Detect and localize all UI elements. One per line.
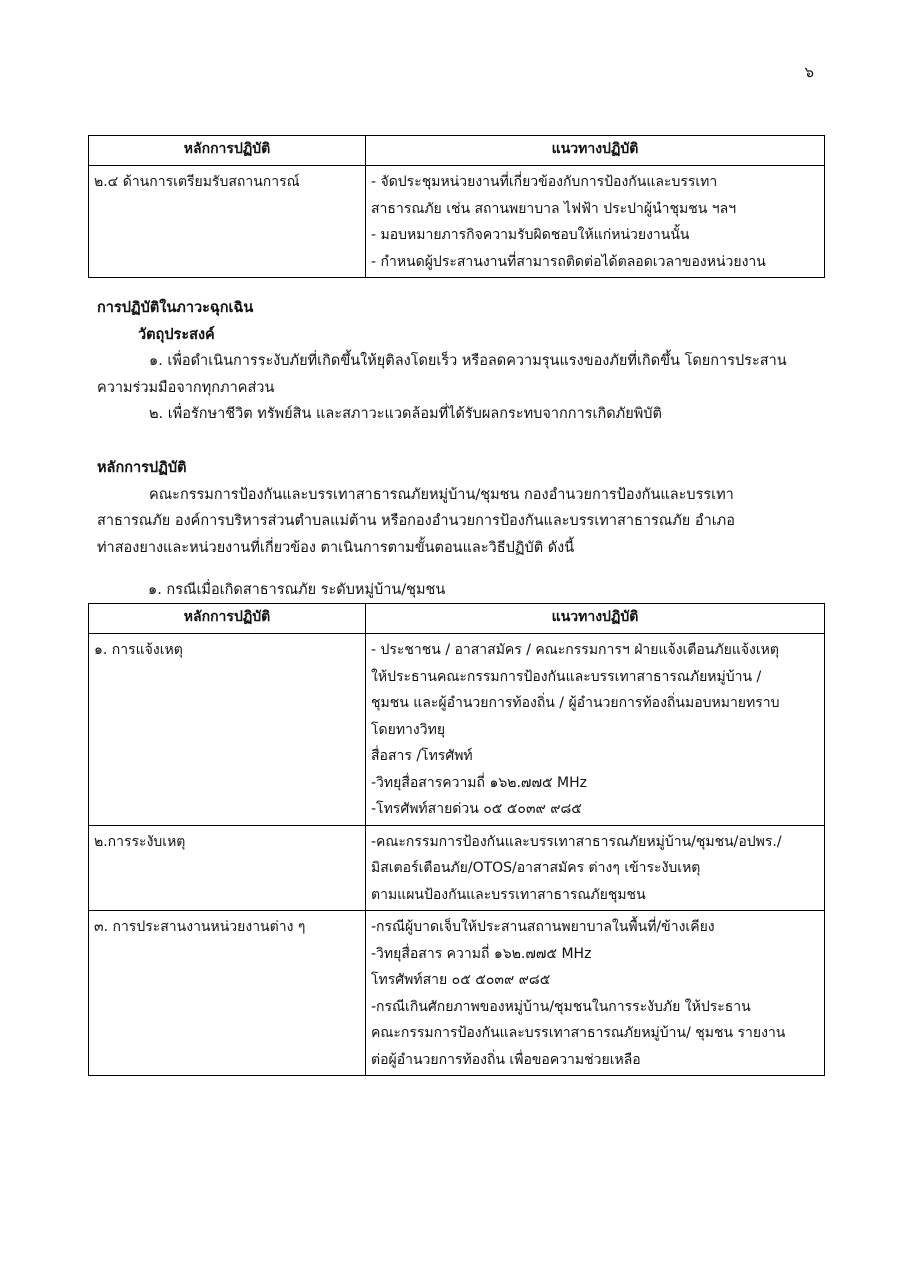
preparedness-table (88, 135, 825, 278)
guideline-cell (366, 166, 825, 278)
page-number: ๖ (804, 63, 814, 81)
table-header-row (89, 604, 825, 634)
principles-paragraph-line: ท่าสองยางและหน่วยงานที่เกี่ยวข้อง ตาเนินการตามขั้นตอนและวิธีปฏิบัติ ดังนี้ (97, 539, 575, 556)
guideline-cell (366, 634, 825, 826)
column-header-principle: หลักการปฏิบัติ (89, 604, 366, 634)
guideline-line: - ประชาชน / อาสาสมัคร / คณะกรรมการฯ ฝ่ายแจ้งเตือนภัยแจ้งเหตุ (371, 642, 780, 658)
guideline-line: โดยทางวิทยุ (371, 721, 446, 738)
guideline-line: -วิทยุสื่อสารความถี่ ๑๖๒.๗๗๕ MHz (371, 774, 587, 791)
principle-cell: ๑. การแจ้งเหตุ (89, 634, 366, 826)
principle-cell: ๒.การระงับเหตุ (89, 825, 366, 911)
guideline-line: -คณะกรรมการป้องกันและบรรเทาสาธารณภัยหมู่บ้าน/ชุมชน/อปพร./ (371, 833, 782, 850)
guideline-line: คณะกรรมการป้องกันและบรรเทาสาธารณภัยหมู่บ้าน/ ชุมชน รายงาน (371, 1025, 786, 1041)
emergency-heading: การปฏิบัติในภาวะฉุกเฉิน (97, 300, 254, 316)
objective-item-continuation: ความร่วมมือจากทุกภาคส่วน (97, 379, 275, 396)
table-row (89, 634, 825, 826)
column-header-principle: หลักการปฏิบัติ (89, 136, 366, 166)
guideline-line: ต่อผู้อำนวยการท้องถิ่น เพื่อขอความช่วยเหลือ (371, 1051, 641, 1068)
guideline-line: ชุมชน และผู้อำนวยการท้องถิ่น / ผู้อำนวยการท้องถิ่นมอบหมายทราบ (371, 695, 780, 711)
guideline-line: สาธารณภัย เช่น สถานพยาบาล ไฟฟ้า ประปาผู้นำชุมชน ฯลฯ (371, 200, 737, 217)
principle-cell: ๓. การประสานงานหน่วยงานต่าง ๆ (89, 911, 366, 1076)
principles-heading: หลักการปฏิบัติ (97, 460, 187, 476)
guideline-line: มิสเตอร์เตือนภัย/OTOS/อาสาสมัคร ต่างๆ เข้าระงับเหตุ (371, 860, 701, 876)
objective-heading: วัตถุประสงค์ (138, 326, 215, 343)
guideline-line: ตามแผนป้องกันและบรรเทาสาธารณภัยชุมชน (371, 886, 646, 903)
guideline-cell (366, 825, 825, 911)
guideline-line: - จัดประชุมหน่วยงานที่เกี่ยวข้องกับการป้องกันและบรรเทา (371, 174, 718, 190)
guideline-cell (366, 911, 825, 1076)
guideline-line: -วิทยุสื่อสาร ความถี่ ๑๖๒.๗๗๕ MHz (371, 945, 592, 962)
guideline-line: ให้ประธานคณะกรรมการป้องกันและบรรเทาสาธารณภัยหมู่บ้าน / (371, 668, 762, 685)
principles-paragraph-line: สาธารณภัย องค์การบริหารส่วนตำบลแม่ต้าน หรือกองอำนวยการป้องกันและบรรเทาสาธารณภัย อำเภอ (97, 513, 735, 529)
guideline-line: -โทรศัพท์สายด่วน ๐๕ ๕๐๓๙ ๙๘๕ (371, 801, 582, 817)
table-row (89, 911, 825, 1076)
emergency-section (97, 295, 817, 428)
column-header-guideline: แนวทางปฏิบัติ (366, 136, 825, 166)
guideline-line: - มอบหมายภารกิจความรับผิดชอบให้แก่หน่วยงานนั้น (371, 227, 690, 243)
guideline-line: สื่อสาร /โทรศัพท์ (371, 748, 473, 764)
guideline-line: -กรณีเกินศักยภาพของหมู่บ้าน/ชุมชนในการระงับภัย ให้ประธาน (371, 998, 751, 1015)
guideline-line: โทรศัพท์สาย ๐๕ ๕๐๓๙ ๙๘๕ (371, 972, 551, 988)
objective-item: ๒. เพื่อรักษาชีวิต ทรัพย์สิน และสภาวะแวดล้อมที่ได้รับผลกระทบจากการเกิดภัยพิบัติ (149, 406, 662, 422)
table-row (89, 825, 825, 911)
objective-item: ๑. เพื่อดำเนินการระงับภัยที่เกิดขึ้นให้ยุติลงโดยเร็ว หรือลดความรุนแรงของภัยที่เกิดขึ้น โดยการประสาน (149, 353, 787, 369)
principles-section (97, 455, 817, 561)
case1-table (88, 603, 825, 1076)
table-header-row (89, 136, 825, 166)
case-title: ๑. กรณีเมื่อเกิดสาธารณภัย ระดับหมู่บ้าน/ชุมชน (148, 582, 446, 598)
principles-paragraph-line: คณะกรรมการป้องกันและบรรเทาสาธารณภัยหมู่บ้าน/ชุมชน กองอำนวยการป้องกันและบรรเทา (149, 486, 734, 503)
column-header-guideline: แนวทางปฏิบัติ (366, 604, 825, 634)
principle-cell: ๒.๔ ด้านการเตรียมรับสถานการณ์ (89, 166, 366, 278)
guideline-line: -กรณีผู้บาดเจ็บให้ประสานสถานพยาบาลในพื้นที่/ข้างเคียง (371, 919, 715, 935)
guideline-line: - กำหนดผู้ประสานงานที่สามารถติดต่อได้ตลอดเวลาของหน่วยงาน (371, 253, 766, 270)
table-row (89, 166, 825, 278)
